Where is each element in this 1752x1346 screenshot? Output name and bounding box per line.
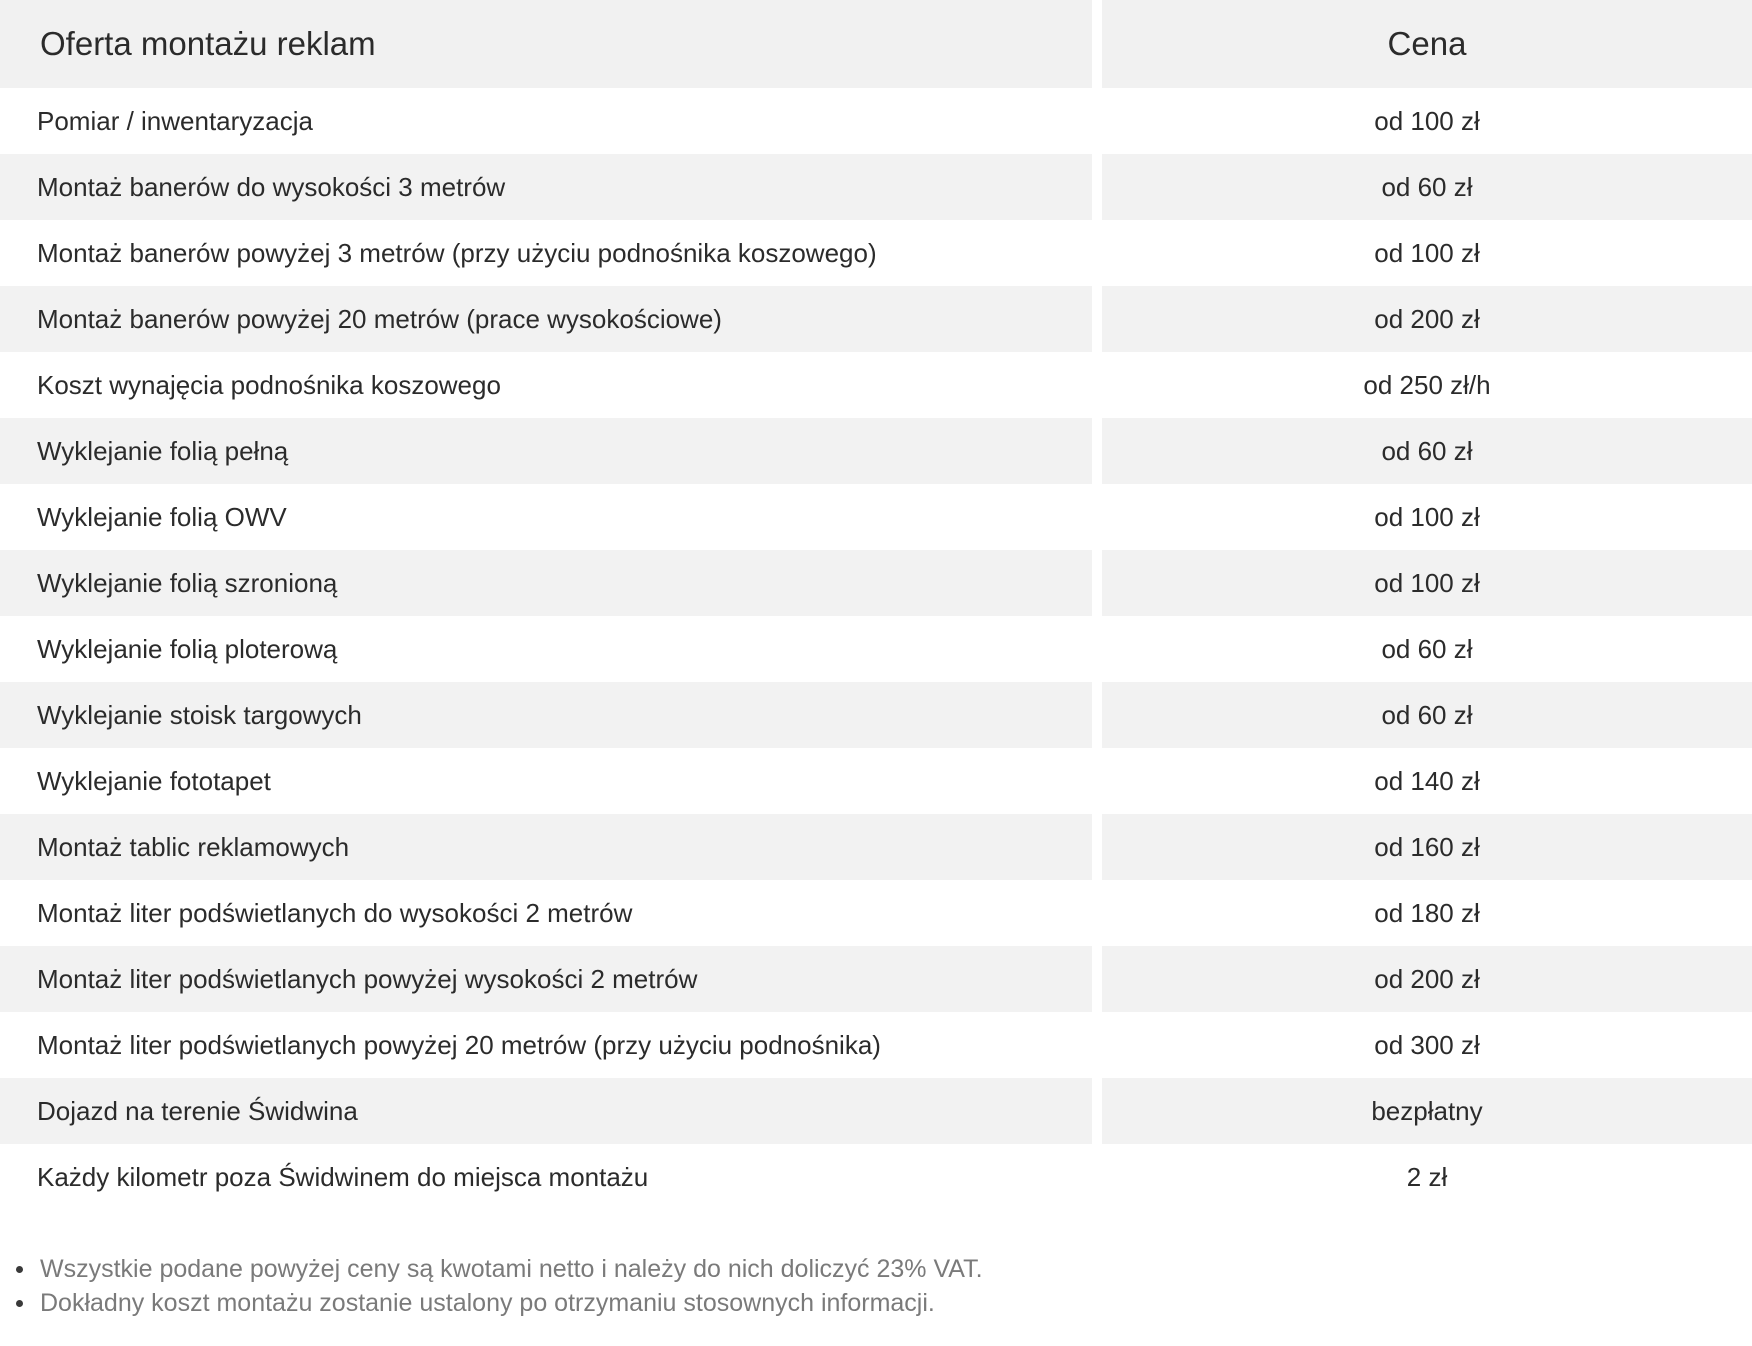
service-price: od 300 zł bbox=[1374, 1029, 1480, 1060]
service-price: od 160 zł bbox=[1102, 814, 1752, 880]
column-header-service: Oferta montażu reklam bbox=[0, 0, 1092, 88]
service-price: od 100 zł bbox=[1374, 501, 1480, 532]
service-name: Montaż banerów do wysokości 3 metrów bbox=[0, 154, 1092, 220]
service-price: od 200 zł bbox=[1102, 286, 1752, 352]
note-item bbox=[40, 1286, 1752, 1320]
service-name: Wyklejanie stoisk targowych bbox=[0, 682, 1092, 748]
table-row bbox=[0, 682, 1752, 748]
table-row bbox=[0, 550, 1752, 616]
service-price: od 200 zł bbox=[1102, 946, 1752, 1012]
service-name: Wyklejanie folią szronioną bbox=[0, 550, 1092, 616]
bullet-icon bbox=[16, 1266, 23, 1273]
service-name: Koszt wynajęcia podnośnika koszowego bbox=[37, 369, 501, 400]
bullet-icon bbox=[16, 1300, 23, 1307]
note-text: Dokładny koszt montażu zostanie ustalony po otrzymaniu stosownych informacji. bbox=[40, 1289, 935, 1317]
service-price: od 100 zł bbox=[1374, 237, 1480, 268]
note-text: Wszystkie podane powyżej ceny są kwotami netto i należy do nich doliczyć 23% VAT. bbox=[40, 1255, 983, 1283]
table-row bbox=[0, 352, 1752, 418]
table-row bbox=[0, 286, 1752, 352]
service-name: Dojazd na terenie Świdwina bbox=[0, 1078, 1092, 1144]
service-name: Montaż banerów powyżej 3 metrów (przy użyciu podnośnika koszowego) bbox=[37, 237, 877, 268]
table-row bbox=[0, 1012, 1752, 1078]
service-price: od 60 zł bbox=[1381, 633, 1473, 664]
service-price: od 140 zł bbox=[1374, 765, 1480, 796]
table-row bbox=[0, 748, 1752, 814]
service-name: Montaż liter podświetlanych powyżej wysokości 2 metrów bbox=[0, 946, 1092, 1012]
table-row bbox=[0, 880, 1752, 946]
column-header-price: Cena bbox=[1102, 0, 1752, 88]
service-name: Montaż banerów powyżej 20 metrów (prace wysokościowe) bbox=[0, 286, 1092, 352]
service-price: od 60 zł bbox=[1102, 154, 1752, 220]
service-price: od 250 zł/h bbox=[1363, 369, 1491, 400]
notes-list bbox=[0, 1252, 1752, 1320]
table-row bbox=[0, 154, 1752, 220]
table-row bbox=[0, 484, 1752, 550]
service-price: bezpłatny bbox=[1102, 1078, 1752, 1144]
service-price: od 100 zł bbox=[1102, 550, 1752, 616]
service-price: 2 zł bbox=[1406, 1161, 1448, 1192]
table-row bbox=[0, 616, 1752, 682]
service-name: Każdy kilometr poza Świdwinem do miejsca montażu bbox=[37, 1161, 649, 1192]
service-price: od 60 zł bbox=[1102, 418, 1752, 484]
table-row bbox=[0, 220, 1752, 286]
service-name: Montaż liter podświetlanych do wysokości 2 metrów bbox=[37, 897, 633, 928]
service-name: Pomiar / inwentaryzacja bbox=[37, 105, 313, 136]
table-row bbox=[0, 88, 1752, 154]
service-price: od 100 zł bbox=[1374, 105, 1480, 136]
table-row bbox=[0, 1078, 1752, 1144]
table-header bbox=[0, 0, 1752, 88]
table-row bbox=[0, 1144, 1752, 1210]
service-name: Wyklejanie folią OWV bbox=[37, 501, 287, 532]
table-row bbox=[0, 418, 1752, 484]
service-name: Wyklejanie folią ploterową bbox=[37, 633, 338, 664]
service-price: od 60 zł bbox=[1102, 682, 1752, 748]
service-name: Wyklejanie folią pełną bbox=[0, 418, 1092, 484]
service-name: Montaż tablic reklamowych bbox=[0, 814, 1092, 880]
service-name: Montaż liter podświetlanych powyżej 20 metrów (przy użyciu podnośnika) bbox=[37, 1029, 881, 1060]
service-name: Wyklejanie fototapet bbox=[37, 765, 271, 796]
table-row bbox=[0, 814, 1752, 880]
service-price: od 180 zł bbox=[1374, 897, 1480, 928]
table-row bbox=[0, 946, 1752, 1012]
note-item bbox=[40, 1252, 1752, 1286]
